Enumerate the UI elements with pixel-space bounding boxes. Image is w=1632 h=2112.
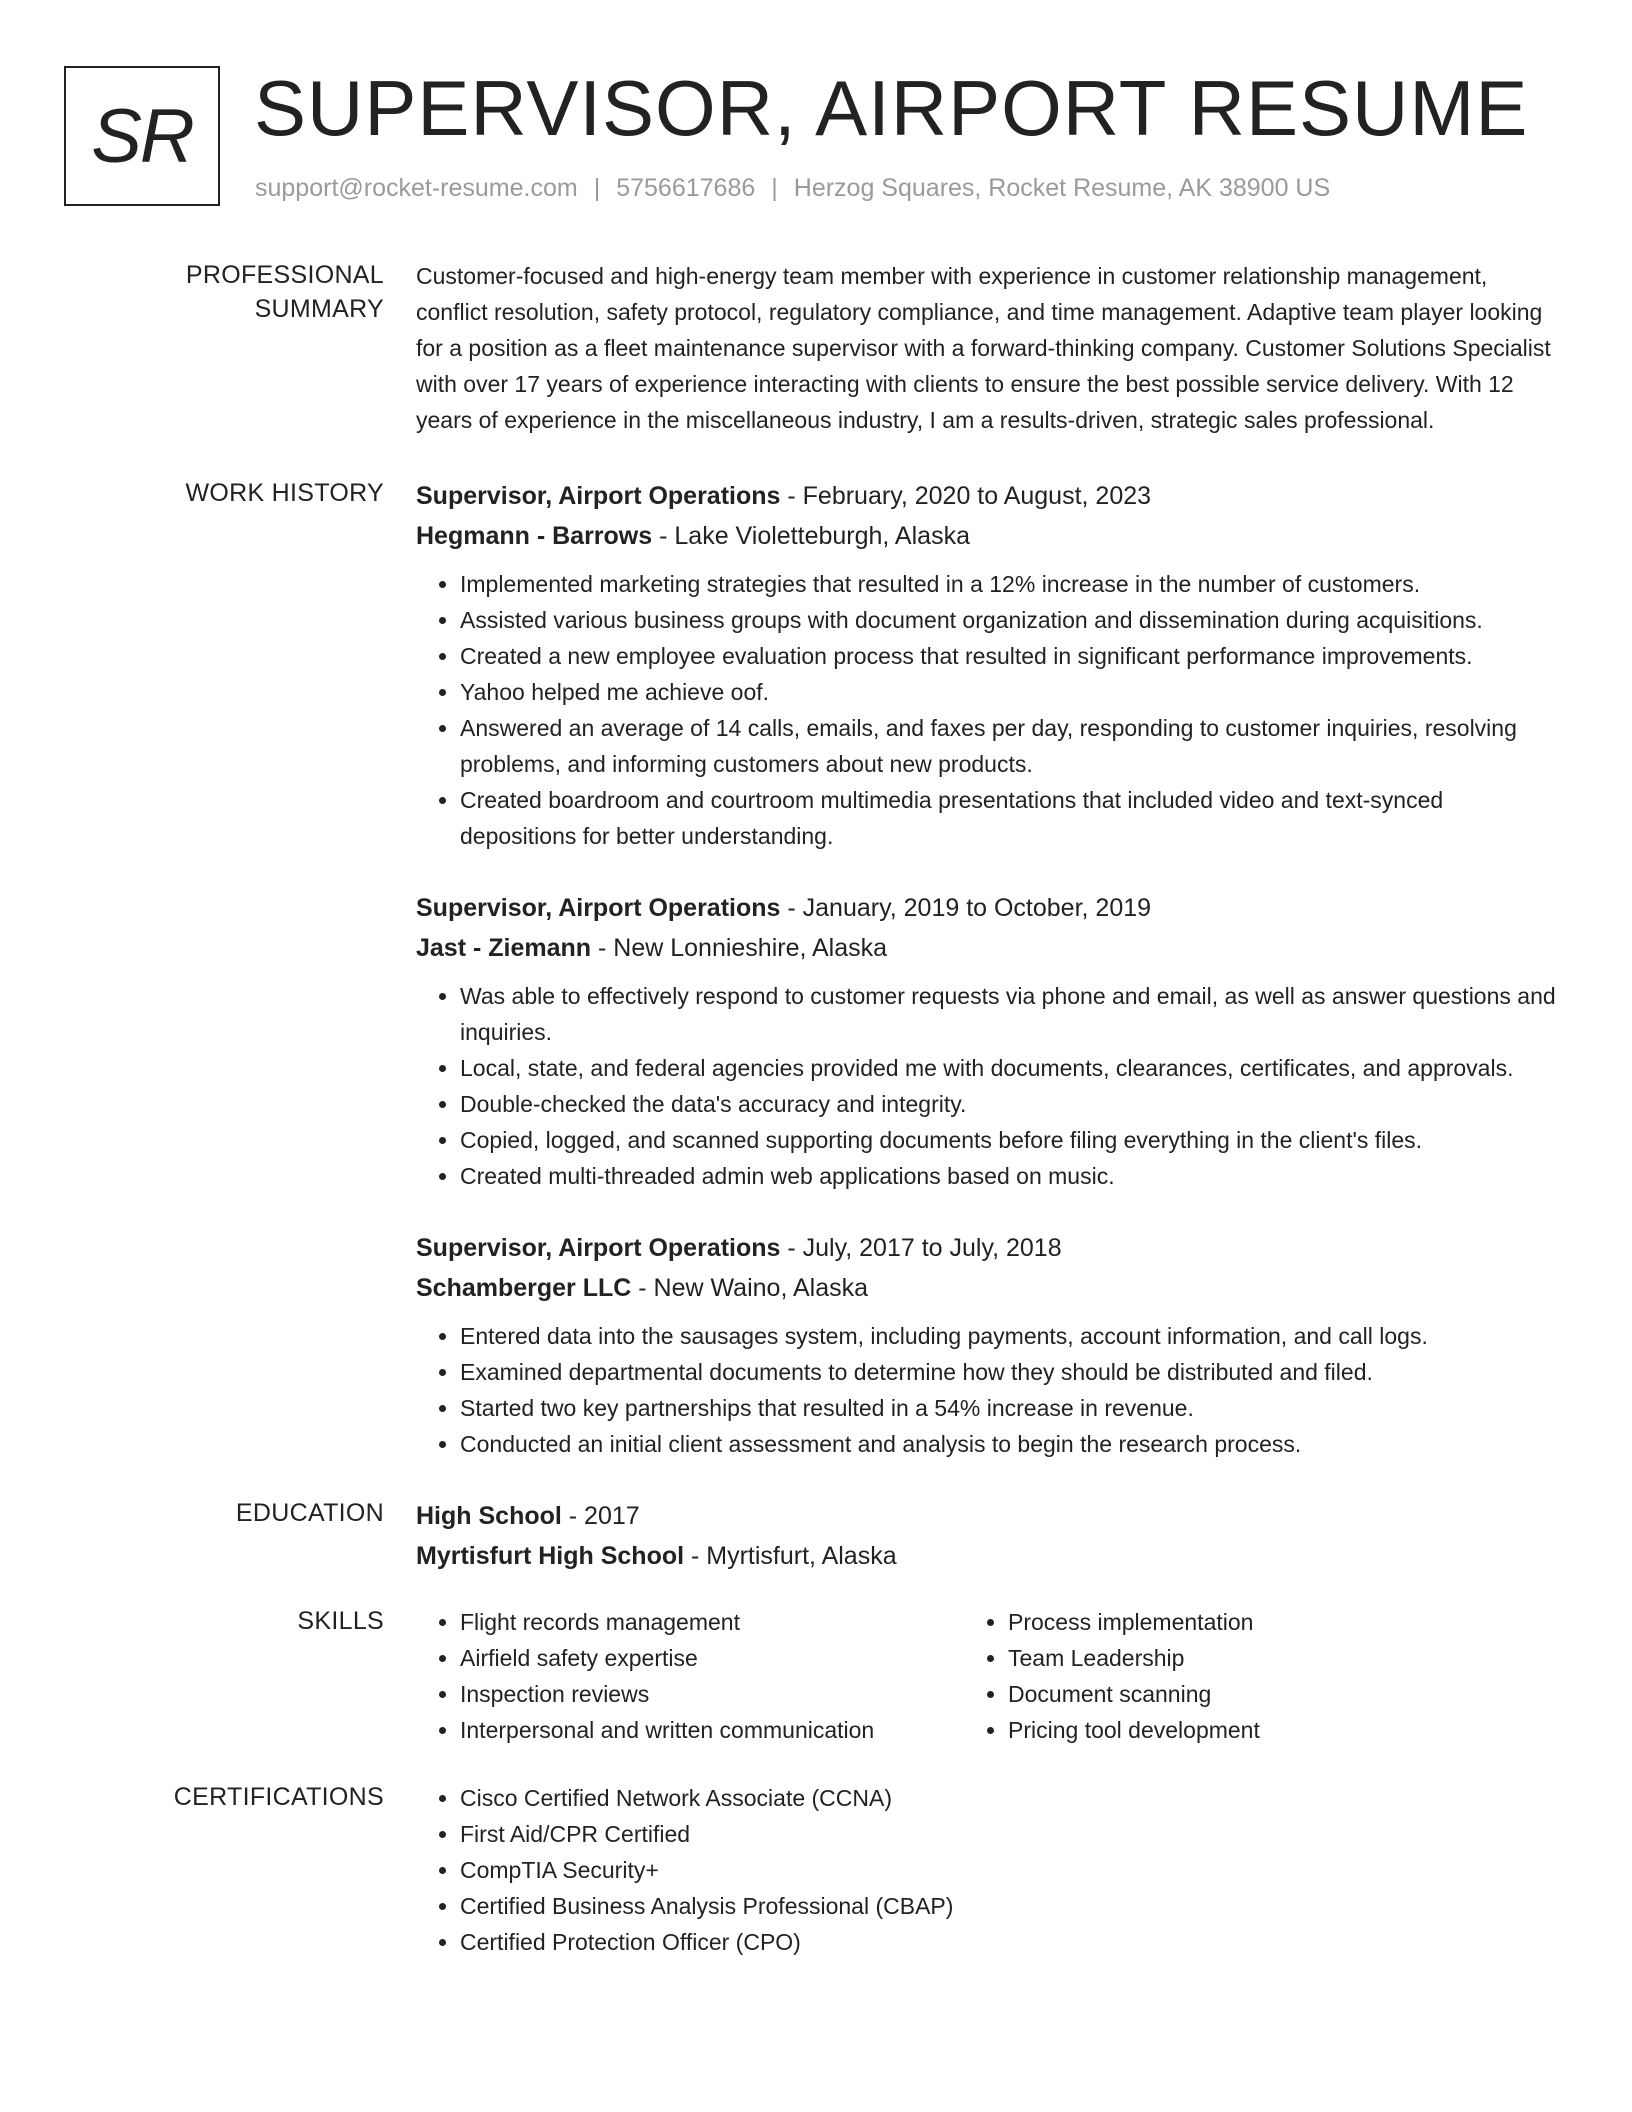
job-entry — [416, 1228, 1564, 1462]
skills-column-right — [964, 1604, 1512, 1748]
job-company: Jast - Ziemann — [416, 934, 592, 962]
certifications-section — [64, 1780, 1564, 1960]
contact-separator: | — [593, 174, 601, 202]
section-label: PROFESSIONAL SUMMARY — [185, 261, 384, 323]
section-label: EDUCATION — [235, 1499, 384, 1527]
summary-text: Customer-focused and high-energy team member with experience in customer relationship management, conflict resolution, safety protocol, regulatory compliance, and time management. Adaptive team player looking for a position as a fleet maintenance supervisor with a forward-thinking company. Customer Solutions Specialist with over 17 years of experience interacting with clients to ensure the best possible service delivery. With 12 years of experience in the miscellaneous industry, I am a results-driven, strategic sales professional. — [416, 263, 1551, 433]
education-degree-line — [416, 1496, 1564, 1536]
section-label: WORK HISTORY — [185, 479, 384, 507]
education-degree: High School — [416, 1502, 562, 1530]
job-title: Supervisor, Airport Operations — [416, 1234, 781, 1262]
education-school-line — [416, 1536, 1564, 1576]
job-title-line — [416, 476, 1564, 516]
resume-title: SUPERVISOR, AIRPORT RESUME — [254, 64, 1529, 152]
contact-email[interactable]: support@rocket-resume.com — [255, 174, 578, 202]
job-bullet: • Answered an average of 14 calls, emails, and faxes per day, responding to customer inquiries, resolving problems, and informing customers about new products. — [460, 710, 1564, 782]
job-bullet: • Implemented marketing strategies that resulted in a 12% increase in the number of customers. — [460, 566, 1564, 602]
job-entry — [416, 476, 1564, 854]
job-location: - Lake Violetteburgh, Alaska — [652, 522, 970, 550]
job-company-line — [416, 1268, 1564, 1308]
summary-section — [64, 258, 1564, 438]
job-dates: - January, 2019 to October, 2019 — [780, 894, 1152, 922]
job-dates: - July, 2017 to July, 2018 — [780, 1234, 1062, 1262]
work-history-body — [416, 476, 1564, 1496]
job-bullet: • Assisted various business groups with document organization and dissemination during acquisitions. — [460, 602, 1564, 638]
resume-content — [64, 258, 1564, 1960]
summary-body — [416, 258, 1564, 438]
job-title: Supervisor, Airport Operations — [416, 894, 781, 922]
certification-item: • Cisco Certified Network Associate (CCNA) — [460, 1780, 1564, 1816]
education-location: - Myrtisfurt, Alaska — [684, 1542, 897, 1570]
education-school: Myrtisfurt High School — [416, 1542, 685, 1570]
education-section — [64, 1496, 1564, 1576]
job-bullet: • Copied, logged, and scanned supporting documents before filing everything in the client's files. — [460, 1122, 1564, 1158]
job-bullet: • Examined departmental documents to determine how they should be distributed and filed. — [460, 1354, 1564, 1390]
job-company: Hegmann - Barrows — [416, 522, 653, 550]
skill-item: • Flight records management — [460, 1604, 964, 1640]
skill-item: • Pricing tool development — [1008, 1712, 1512, 1748]
monogram-logo: SR — [64, 66, 220, 206]
job-bullet: • Entered data into the sausages system, including payments, account information, and call logs. — [460, 1318, 1564, 1354]
job-company-line — [416, 928, 1564, 968]
contact-line — [255, 174, 1330, 203]
job-bullet: • Double-checked the data's accuracy and integrity. — [460, 1086, 1564, 1122]
job-company-line — [416, 516, 1564, 556]
job-title-line — [416, 1228, 1564, 1268]
job-title: Supervisor, Airport Operations — [416, 482, 781, 510]
skill-item: • Team Leadership — [1008, 1640, 1512, 1676]
skill-item: • Inspection reviews — [460, 1676, 964, 1712]
skill-item: • Process implementation — [1008, 1604, 1512, 1640]
section-label: SKILLS — [297, 1607, 384, 1635]
job-dates: - February, 2020 to August, 2023 — [780, 482, 1152, 510]
job-bullet: • Local, state, and federal agencies provided me with documents, clearances, certificates, and approvals. — [460, 1050, 1564, 1086]
certifications-list — [416, 1780, 1564, 1960]
contact-separator: | — [771, 174, 778, 202]
resume-header — [64, 66, 1584, 210]
skill-item: • Airfield safety expertise — [460, 1640, 964, 1676]
certification-item: • CompTIA Security+ — [460, 1852, 1564, 1888]
job-company: Schamberger LLC — [416, 1274, 632, 1302]
job-entry — [416, 888, 1564, 1194]
certification-item: • Certified Protection Officer (CPO) — [460, 1924, 1564, 1960]
skills-list-left — [416, 1604, 964, 1748]
education-body — [416, 1496, 1564, 1576]
contact-phone[interactable]: 5756617686 — [616, 174, 756, 202]
skills-section — [64, 1604, 1564, 1748]
job-location: - New Waino, Alaska — [631, 1274, 869, 1302]
job-location: - New Lonnieshire, Alaska — [591, 934, 888, 962]
skill-item: • Interpersonal and written communication — [460, 1712, 964, 1748]
job-bullets — [416, 978, 1564, 1194]
work-history-section — [64, 476, 1564, 1496]
job-bullets — [416, 1318, 1564, 1462]
job-bullet: • Conducted an initial client assessment and analysis to begin the research process. — [460, 1426, 1564, 1462]
certification-item: • First Aid/CPR Certified — [460, 1816, 1564, 1852]
education-year: - 2017 — [561, 1502, 640, 1530]
certification-item: • Certified Business Analysis Professional (CBAP) — [460, 1888, 1564, 1924]
job-bullet: • Yahoo helped me achieve oof. — [460, 674, 1564, 710]
skills-column-left — [416, 1604, 964, 1748]
job-bullet: • Started two key partnerships that resulted in a 54% increase in revenue. — [460, 1390, 1564, 1426]
skills-list-right — [964, 1604, 1512, 1748]
job-bullet: • Created multi-threaded admin web applications based on music. — [460, 1158, 1564, 1194]
job-title-line — [416, 888, 1564, 928]
job-bullet: • Was able to effectively respond to customer requests via phone and email, as well as answer questions and inquiries. — [460, 978, 1564, 1050]
job-bullet: • Created a new employee evaluation process that resulted in significant performance improvements. — [460, 638, 1564, 674]
job-bullet: • Created boardroom and courtroom multimedia presentations that included video and text-synced depositions for better understanding. — [460, 782, 1564, 854]
job-bullets — [416, 566, 1564, 854]
certifications-body — [416, 1780, 1564, 1960]
skill-item: • Document scanning — [1008, 1676, 1512, 1712]
skills-body — [416, 1604, 1564, 1748]
section-label: CERTIFICATIONS — [173, 1783, 384, 1811]
contact-address: Herzog Squares, Rocket Resume, AK 38900 US — [793, 174, 1331, 202]
